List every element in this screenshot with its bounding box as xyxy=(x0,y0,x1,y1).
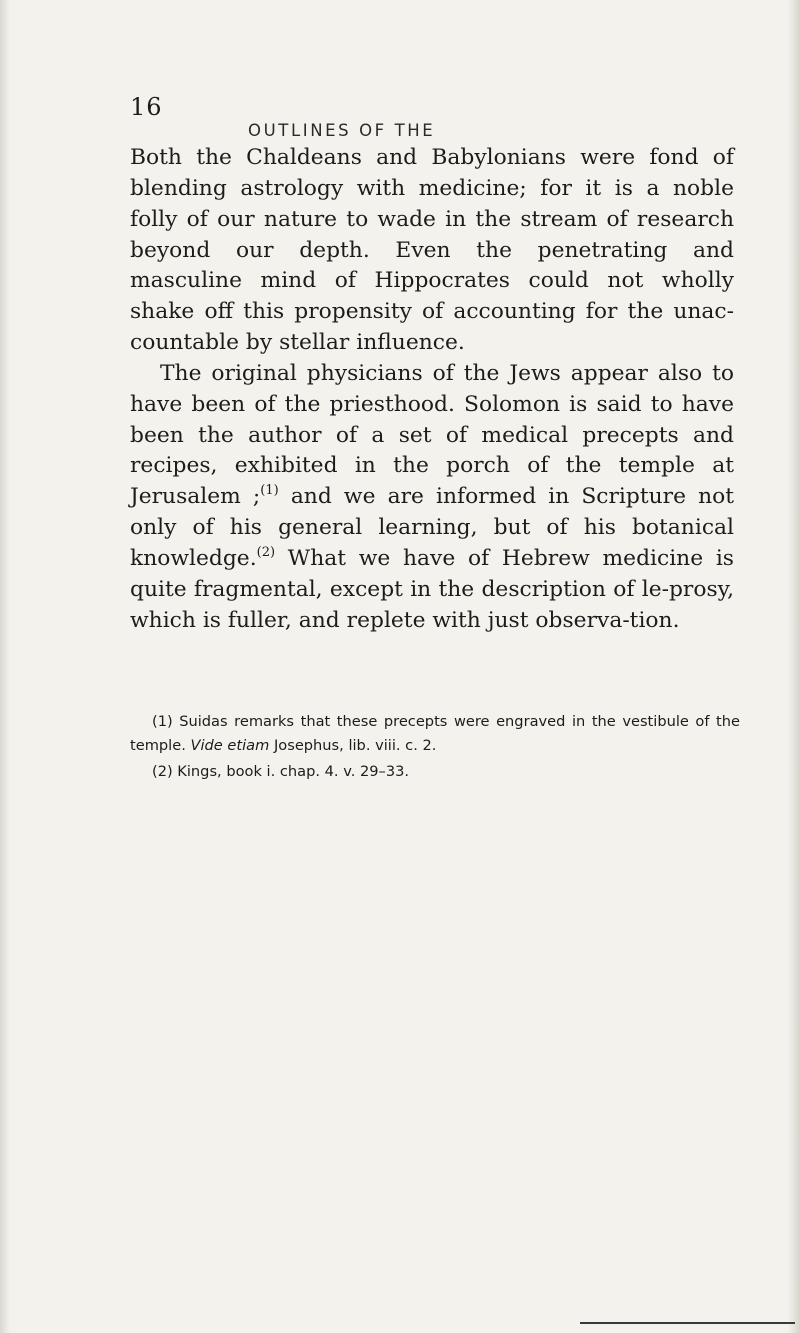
page-edge-left xyxy=(0,0,10,1333)
paragraph-1: Both the Chaldeans and Babylonians were fond of blending astrology with medicine; for it is a noble folly of our nature to wade in the stream of research beyond our depth. Even the penetrating and masculine mind of Hippocrates could not wholly shake off this propensity of accounting for the unac-countable by stellar influence. xyxy=(130,145,734,356)
footnote-2: (2) Kings, book i. chap. 4. v. 29–33. xyxy=(152,763,410,780)
paragraph-2-part-1: The original physicians of the Jews appear also to have been of the priesthood. Solomon is said to have been the author of a set of medical precepts and recipes, exhibited in the porch of the temple at Jerusalem ; xyxy=(130,360,734,510)
page-number: 16 xyxy=(130,93,163,121)
footnote-ref-2: (2) xyxy=(256,544,276,560)
paragraph-2 xyxy=(130,359,734,637)
footnote-ref-1: (1) xyxy=(260,483,279,499)
page-edge-right xyxy=(788,0,800,1333)
paragraph-2-part-2: and we are informed in Scripture not only of his general learning, but of his botanical knowledge. xyxy=(130,484,735,571)
footnote-1-text-b: Josephus, lib. viii. c. 2. xyxy=(269,737,437,754)
running-head: OUTLINES OF THE xyxy=(248,121,436,140)
footnote-1-text-a: (1) Suidas remarks that these precepts were engraved in the vestibule of the temple. xyxy=(130,713,740,754)
footnotes xyxy=(130,710,740,784)
paragraph-2-part-3: What we have of Hebrew medicine is quite fragmental, except in the description of le-prosy, which is fuller, and replete with just observa-tion. xyxy=(130,545,734,633)
bottom-rule xyxy=(580,1322,795,1324)
footnote-1 xyxy=(130,710,740,758)
footnote-1-italic: Vide etiam xyxy=(190,737,270,754)
body-text xyxy=(130,143,734,637)
